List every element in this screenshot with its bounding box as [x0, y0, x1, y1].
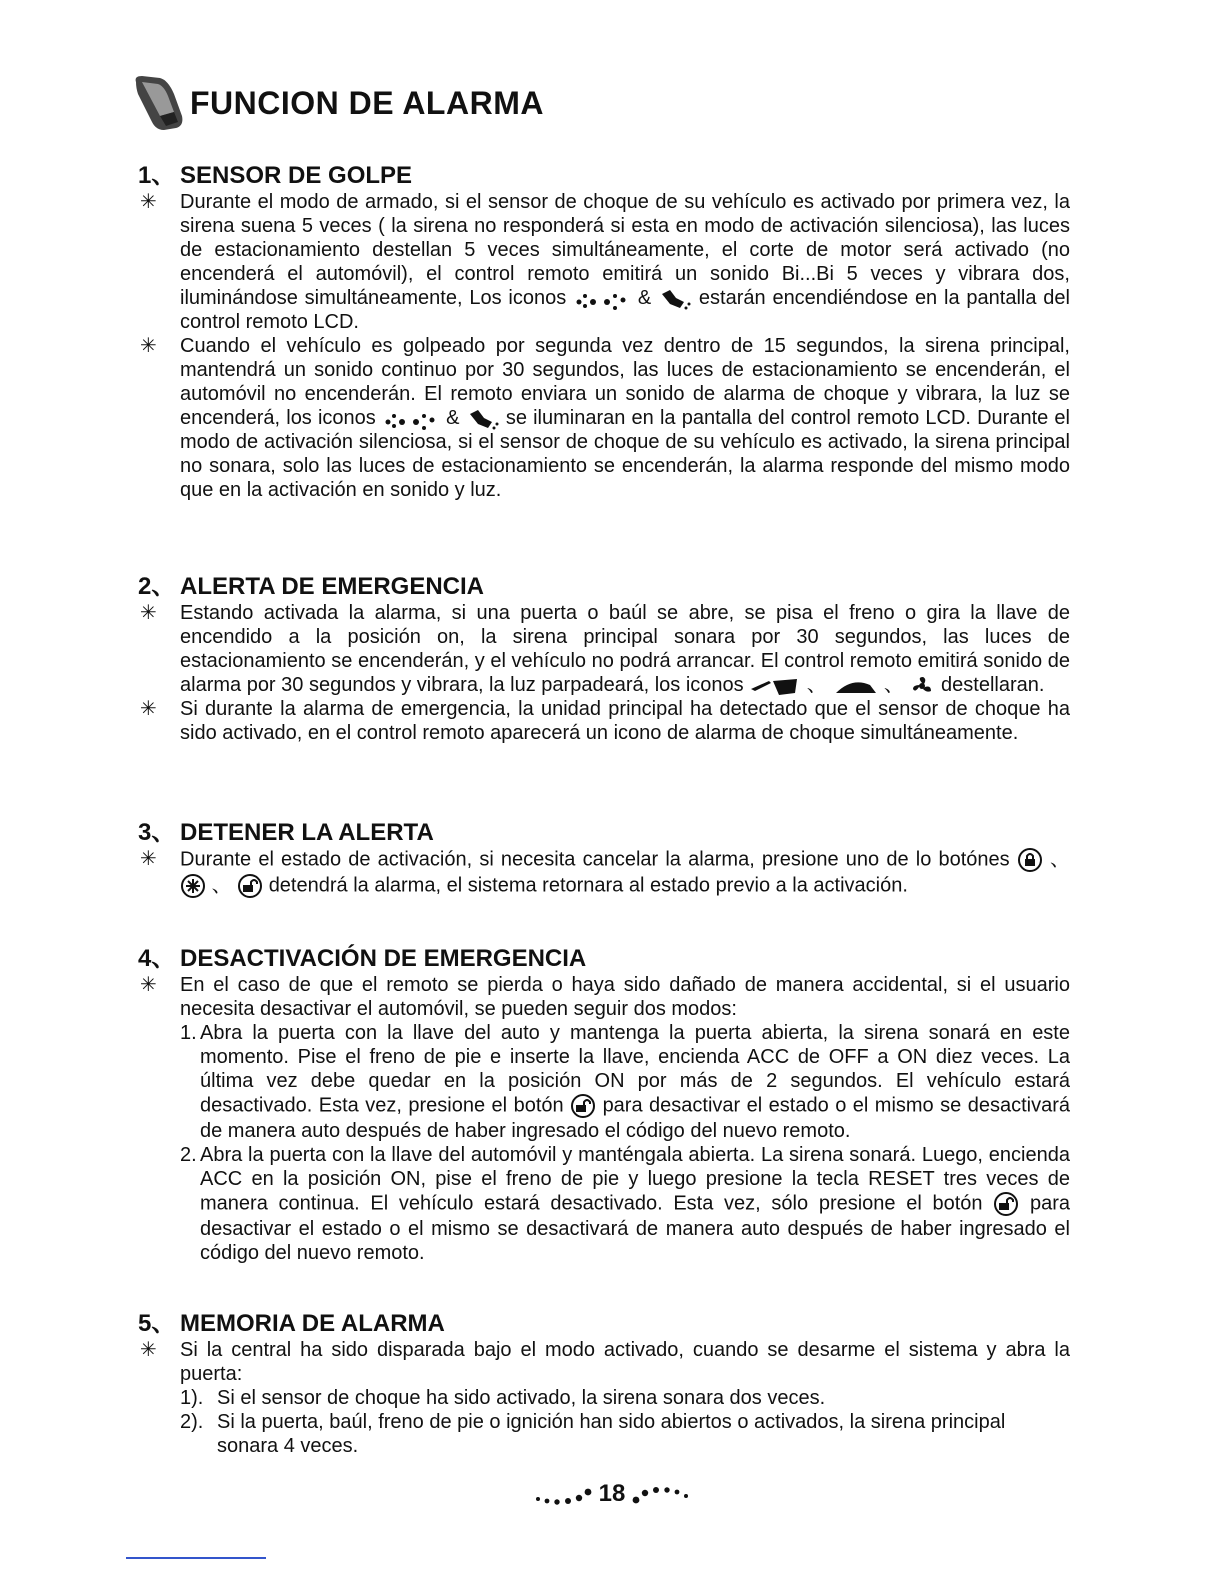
bullet-star-icon: ✳ [140, 698, 157, 720]
bullet-star-icon: ✳ [140, 1339, 157, 1361]
bullet-item: ✳ Durante el modo de armado, si el sensor de choque de su vehículo es activado por primera vez, la sirena suena 5 veces ( la sirena no responderá si esta en modo de activación silenciosa), las luces de estacionamiento destellan 5 veces simultáneamente, el corte de motor será activado (no encenderá el automóvil), el control remoto emitirá un sonido Bi...Bi 5 veces y vibrara dos, iluminándose simultáneamente, Los iconos & estarán encendiéndose en la pantalla del control remoto LCD. [140, 191, 1070, 333]
unlock-button-icon [570, 1093, 596, 1119]
list-item: 2. Abra la puerta con la llave del automóvil y manténgala abierta. La sirena sonará. Luego, encienda ACC en la posición ON, pise el freno de pie y luego presione la tecla RESET tres veces de manera continua. El vehículo estará desactivado. Esta vez, sólo presione el botón para desactivar el estado o el mismo se desactivará de manera auto después de haber ingresado el código del nuevo remoto. [180, 1144, 1070, 1264]
page-title: FUNCION DE ALARMA [190, 84, 544, 121]
bullet-item: ✳ Si la central ha sido disparada bajo el modo activado, cuando se desarme el sistema y abra la puerta: [140, 1339, 1070, 1385]
unlock-button-icon [993, 1191, 1019, 1217]
door-open-icon [749, 675, 801, 697]
unlock-button-icon [237, 873, 263, 899]
bullet-star-icon: ✳ [140, 848, 157, 870]
list-item: 1). Si el sensor de choque ha sido activado, la sirena sonara dos veces. [180, 1387, 826, 1409]
shock-icon [382, 408, 440, 430]
section-shock-sensor [138, 162, 1070, 502]
vibrate-icon [466, 408, 500, 430]
section-emergency-deactivation [138, 945, 1070, 1265]
section-heading: 5、 MEMORIA DE ALARMA [138, 1310, 445, 1337]
page-footer [0, 1480, 1224, 1508]
section-alarm-memory [138, 1310, 1070, 1458]
lock-button-icon [1017, 847, 1043, 873]
section-heading: 1、 SENSOR DE GOLPE [138, 162, 413, 189]
list-item: 1. Abra la puerta con la llave del auto y mantenga la puerta abierta, la sirena sonará en este momento. Pise el freno de pie e inserte la llave, encienda ACC de OFF a ON diez veces. La última vez debe quedar en la posición ON por más de 2 segundos. El vehículo estará desactivado. Esta vez, presione el botón para desactivar el estado o el mismo se desactivará de manera auto después de haber ingresado el código del nuevo remoto. [180, 1022, 1070, 1142]
bullet-star-icon: ✳ [140, 602, 157, 624]
section-heading: 2、 ALERTA DE EMERGENCIA [138, 573, 485, 600]
bullet-item: ✳ Si durante la alarma de emergencia, la unidad principal ha detectado que el sensor de choque ha sido activado, en el control remoto aparecerá un icono de alarma de choque simultáneamente. [140, 698, 1070, 744]
bullet-item: ✳ Cuando el vehículo es golpeado por segunda vez dentro de 15 segundos, la sirena principal, mantendrá un sonido continuo por 30 segundos, las luces de estacionamiento se encenderán, el automóvil no encenderán. El remoto enviara un sonido de alarma de choque y vibrara, la luz se encenderá, los iconos & se iluminaran en la pantalla del control remoto LCD. Durante el modo de activación silenciosa, si el sensor de choque de su vehículo es activado, la sirena principal no sonara, solo las luces de estacionamiento se encenderán, la alarma responde del mismo modo que en la activación en sonido y luz. [140, 335, 1070, 501]
fan-icon [909, 675, 935, 697]
bullet-star-icon: ✳ [140, 191, 157, 213]
bullet-item: ✳ En el caso de que el remoto se pierda o haya sido dañado de manera accidental, si el usuario necesita desactivar el automóvil, se pueden seguir dos modos: [140, 974, 1070, 1020]
bullet-star-icon: ✳ [140, 335, 157, 357]
trunk-icon [832, 675, 878, 697]
title-row [130, 70, 544, 136]
section-heading: 4、 DESACTIVACIÓN DE EMERGENCIA [138, 945, 587, 972]
bullet-item: ✳ Estando activada la alarma, si una puerta o baúl se abre, se pisa el freno o gira la llave de encendido a la posición on, la sirena principal sonara por 30 segundos, las luces de estacionamiento se encenderán, y el vehículo no podrá arrancar. El control remoto emitirá sonido de alarma por 30 segundos y vibrara, la luz parpadeará, los iconos 、 、 destellaran. [140, 602, 1070, 696]
vibrate-icon [658, 288, 692, 310]
remote-device-icon [130, 72, 186, 134]
page-number: 18 [598, 1480, 626, 1507]
dots-left-icon [534, 1485, 592, 1505]
section-heading: 3、 DETENER LA ALERTA [138, 819, 434, 846]
section-emergency-alert [138, 573, 1070, 745]
star-button-icon [180, 873, 206, 899]
shock-icon [573, 288, 631, 310]
list-item: 2). Si la puerta, baúl, freno de pie o ignición han sido abiertos o activados, la sirena principal sonara 4 veces. [180, 1411, 1006, 1457]
section-stop-alert [138, 819, 1070, 899]
bullet-star-icon: ✳ [140, 974, 157, 996]
bottom-rule [126, 1557, 266, 1559]
bullet-item: ✳ Durante el estado de activación, si necesita cancelar la alarma, presione uno de lo botónes 、 、 detendrá la alarma, el sistema retornara al estado previo a la activación. [138, 847, 1070, 899]
dots-right-icon [632, 1485, 690, 1505]
